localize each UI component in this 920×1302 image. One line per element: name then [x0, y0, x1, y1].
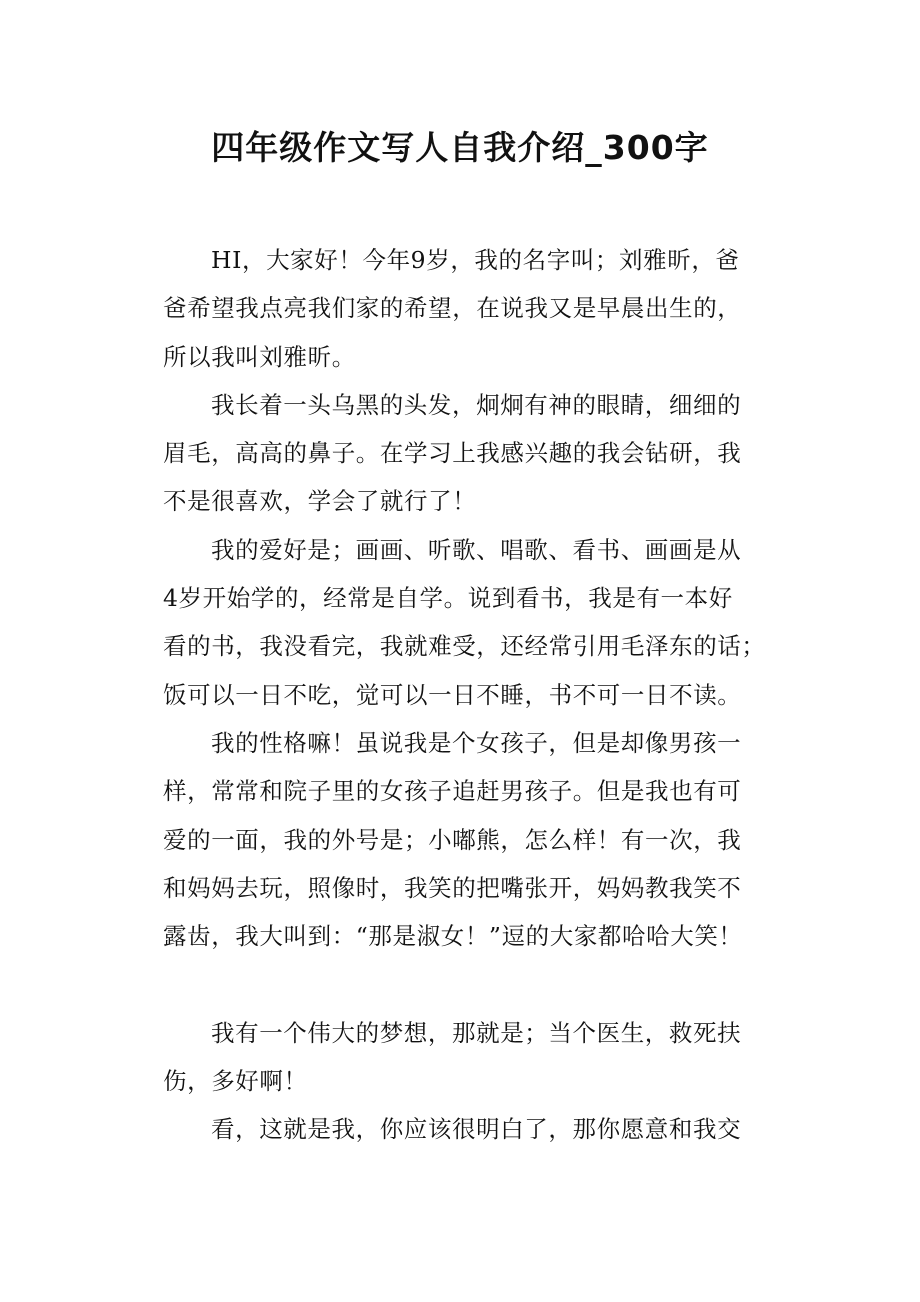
blank-line	[163, 960, 775, 1008]
text-line: 我的爱好是；画画、听歌、唱歌、看书、画画是从	[211, 535, 742, 564]
text-line: 看的书，我没看完，我就难受，还经常引用毛泽东的话；	[163, 632, 766, 661]
text-line: 饭可以一日不吃，觉可以一日不睡，书不可一日不读。	[163, 680, 742, 709]
text-line: 不是很喜欢，学会了就行了！	[163, 487, 477, 516]
text-line: 和妈妈去玩，照像时，我笑的把嘴张开，妈妈教我笑不	[163, 873, 742, 902]
text-line: 露齿，我大叫到：“那是淑女！”逗的大家都哈哈大笑！	[163, 922, 743, 951]
text-line: 我的性格嘛！虽说我是个女孩子，但是却像男孩一	[211, 728, 742, 757]
text-line: 爸希望我点亮我们家的希望，在说我又是早晨出生的，	[163, 294, 742, 323]
text-line: 所以我叫刘雅昕。	[163, 342, 356, 371]
text-line: 样，常常和院子里的女孩子追赶男孩子。但是我也有可	[163, 777, 742, 806]
text-line: 我长着一头乌黑的头发，炯炯有神的眼睛，细细的	[211, 390, 742, 419]
text-line: 4岁开始学的，经常是自学。说到看书，我是有一本好	[163, 584, 733, 613]
text-line: 眉毛，高高的鼻子。在学习上我感兴趣的我会钻研，我	[163, 439, 742, 468]
text-line: 我有一个伟大的梦想，那就是；当个医生，救死扶	[211, 1018, 742, 1047]
document-title: 四年级作文写人自我介绍_300字	[211, 128, 709, 167]
text-line: 看，这就是我，你应该很明白了，那你愿意和我交	[211, 1115, 742, 1144]
text-line: 伤，多好啊！	[163, 1067, 308, 1096]
document-body	[163, 236, 775, 1154]
text-line: 爱的一面，我的外号是；小嘟熊，怎么样！有一次，我	[163, 825, 742, 854]
text-line: HI，大家好！今年9岁，我的名字叫；刘雅昕，爸	[211, 246, 740, 274]
